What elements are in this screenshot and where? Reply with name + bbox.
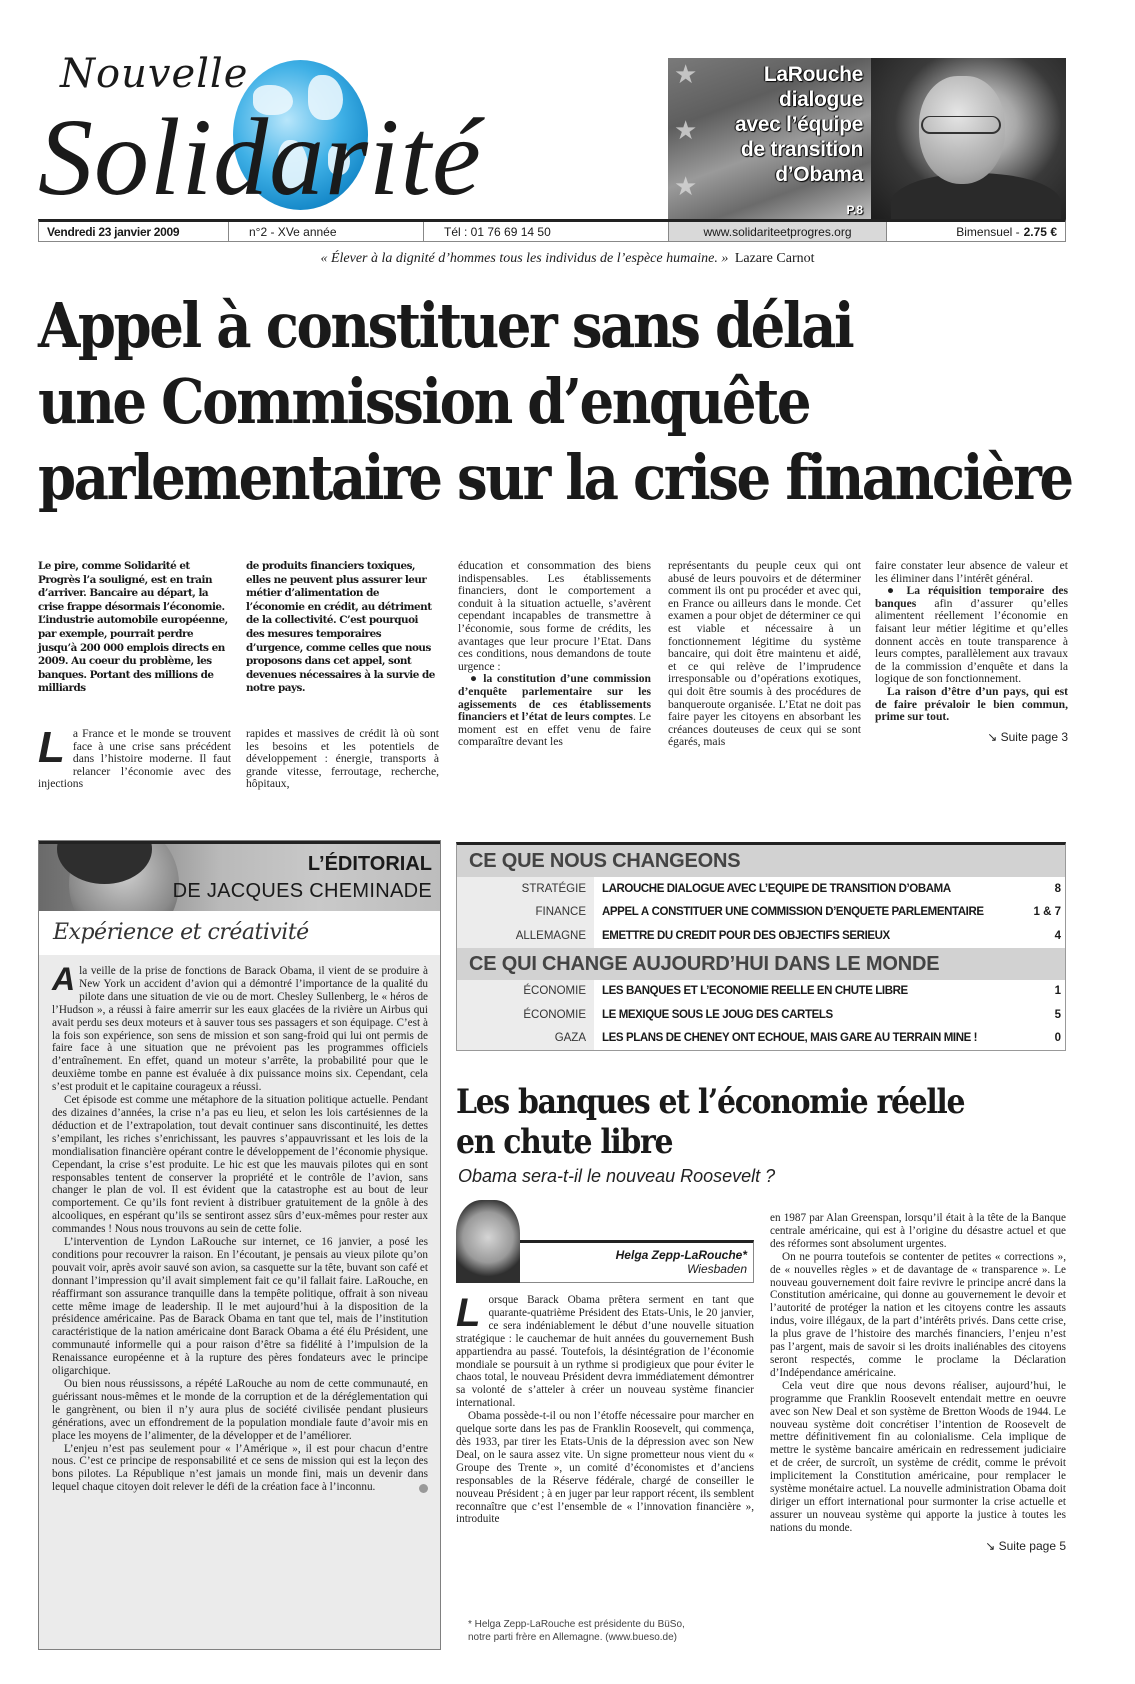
- promo-line: de transition: [740, 138, 863, 161]
- contents-page: 4: [1054, 929, 1061, 942]
- website-link[interactable]: www.solidariteetprogres.org: [669, 222, 887, 241]
- contents-page: 0: [1054, 1032, 1061, 1045]
- article2-subtitle: Obama sera-t-il le nouveau Roosevelt ?: [458, 1166, 776, 1186]
- contents-category: ÉCONOMIE: [457, 980, 594, 1004]
- body-text: . Le moment est en effet venu de faire comparaître devant les: [458, 710, 652, 749]
- promo-headline: [735, 62, 863, 187]
- body-text: afin d’assurer qu’elles alimentent réellement l’économie en faisant leur métier légitime et qu’elles donnent accès en toute transparence à leurs comptes, parallèlement aux travaux de la commission d’enquête et dans la logique de son fonctionnement.: [875, 596, 1068, 686]
- issue-number: n°2 - XVe année: [229, 222, 424, 241]
- conclusion: La raison d’être d’un pays, qui est de faire prévaloir le bien commun, prime sur tout.: [875, 684, 1068, 724]
- paragraph-text: L’enjeu n’est pas seulement pour « l’Amérique », il est pour chacun d’entre nous. C’est ce principe de responsabilité et ce sens de mission qui est la leçon des bons pilotes. La République n’est jamais un monde fini, mais un devenir dans lequel chaque citoyen doit relever le défi de la création face à l’inconnu.: [52, 1442, 428, 1494]
- body-text: rapides et massives de crédit là où sont les besoins et les potentiels de développement : énergie, transports à grande vitesse, ferroutage, recherche, hôpitaux,: [246, 727, 439, 791]
- contents-category: ALLEMAGNE: [457, 924, 594, 948]
- contents-row[interactable]: [457, 1003, 1065, 1027]
- editorial-paragraph: L’intervention de Lyndon LaRouche sur internet, ce 16 janvier, a posé les conditions pour recouvrer la raison. En l’écoutant, je pensais au vieux pilote qu’on pouvait voir, après avoir sauvé son avion, sa casquette sur la tête, buvant son café et donnant l’impression qu’il avait simplement fait ce qu’il fallait faire. LaRouche, en réaffirmant son assurance tranquille dans la tempête politique, offrait à son niveau cette même image de leadership. Il le met aujourd’hui à la disposition de la présidence américaine. Pas de Barack Obama en tant que tel, mais de l’institution caractéristique de la nation américaine dont Barack Obama a été élu Président, une communauté informelle qui a pour raison d’être sa fidélité à l’impulsion de la Renaissance européenne et à la rupture des pères fondateurs avec le principe oligarchique.: [52, 1236, 428, 1378]
- footnote-line: * Helga Zepp-LaRouche est présidente du BüSo,: [468, 1619, 685, 1630]
- flag-star-icon: ★: [674, 116, 698, 145]
- contents-row[interactable]: [457, 980, 1065, 1004]
- body-text: a France et le monde se trouvent face à une crise sans précédent dans l’histoire moderne. Il faut relancer l’économie avec des injections: [38, 727, 231, 791]
- price: [887, 222, 1065, 241]
- motto: [0, 250, 1135, 268]
- table-of-contents: [456, 842, 1066, 1051]
- contents-category: STRATÉGIE: [457, 877, 594, 901]
- end-mark-icon: [419, 1484, 428, 1493]
- headline-line: parlementaire sur la crise financière: [38, 441, 1072, 514]
- lead-col5: [875, 560, 1068, 744]
- contents-title: LES PLANS DE CHENEY ONT ÉCHOUÉ, MAIS GARE AU TERRAIN MINÉ !: [602, 1032, 978, 1045]
- article2-col2: [770, 1212, 1066, 1553]
- promo-page-ref: P.8: [846, 203, 863, 217]
- editorial-paragraph: Ou bien nous réussissons, a répété LaRouche au nom de cette communauté, en guérissant nous-mêmes et le monde de la corruption et de la déréglementation qui le gangrènent, ou bien il n’y aura plus de société civilisée pendant plusieurs générations, avec un effondrement de la population mondiale faute d’avoir mis en place les moyens de l’alimenter, de la développer et de l’améliorer.: [52, 1378, 428, 1442]
- contents-page: 8: [1054, 882, 1061, 895]
- article2-title[interactable]: [456, 1082, 1072, 1162]
- editorial-box: [38, 840, 441, 1650]
- body-text: éducation et consommation des biens indispensables. Les établissements financiers, dont le comportement a conduit à la situation actuelle, s’avèrent cependant incapables de transmettre à l’économie, sous forme de crédits, les avantages que leur procure l’Etat. Dans ces conditions, nous demandons de toute urgence :: [458, 559, 651, 673]
- contents-category: GAZA: [457, 1027, 594, 1051]
- contents-section-heading: CE QUE NOUS CHANGEONS: [457, 845, 1065, 877]
- lead-intro-col1: Le pire, comme Solidarité et Progrès l’a souligné, est en train d’arriver. Bancaire au départ, la crise frappe désormais l’économie. L’industrie automobile européenne, par exemple, pourrait perdre jusqu’à 200 000 emplois directs en 2009. Au coeur du problème, les banques. Portant des millions de milliards: [38, 560, 228, 695]
- newspaper-title-top: Nouvelle: [60, 51, 249, 97]
- promo-line: avec l’équipe: [735, 113, 863, 136]
- phone-number: Tél : 01 76 69 14 50: [424, 222, 669, 241]
- editorial-paragraph: [52, 961, 428, 1094]
- contents-category: ÉCONOMIE: [457, 1003, 594, 1027]
- editorial-title[interactable]: Expérience et créativité: [39, 911, 440, 955]
- issue-date: Vendredi 23 janvier 2009: [39, 222, 229, 241]
- dropcap: L: [38, 723, 65, 772]
- promo-line: d’Obama: [775, 163, 863, 186]
- article-paragraph: [456, 1291, 754, 1410]
- contents-page: 1 & 7: [1033, 906, 1061, 919]
- frequency-label: Bimensuel -: [956, 224, 1020, 239]
- article-paragraph: en 1987 par Alan Greenspan, lorsqu’il était à la tête de la Banque centrale américaine, qui est à l’origine du désastre actuel et que des réformes sont absolument urgentes.: [770, 1212, 1066, 1250]
- editorial-body: [39, 955, 440, 1494]
- footnote: [468, 1618, 758, 1644]
- promo-line: LaRouche: [763, 63, 863, 86]
- article-paragraph: Obama possède-t-il ou non l’étoffe nécessaire pour marcher en quelque sorte dans les pas de Franklin Roosevelt, qui commença, dès 1933, par tirer les Etats-Unis de la dépression avec son New Deal, on le saura assez vite. Un signe prometteur nous vient du « Groupe des Trente », un comité d’économistes et d’anciens responsables de la Réserve fédérale, chargé de conseiller le nouveau Président ; à en juger par leur rapport récent, ils semblent reconnaître que c’est l’ensemble de « l’innovation financière », introduite: [456, 1410, 754, 1526]
- footnote-line: notre parti frère en Allemagne. (www.bueso.de): [468, 1632, 677, 1643]
- contents-row[interactable]: [457, 1027, 1065, 1051]
- contents-row[interactable]: [457, 924, 1065, 948]
- byline: [456, 1200, 754, 1283]
- headline-line: Appel à constituer sans délai: [38, 289, 853, 362]
- flag-star-icon: ★: [674, 172, 698, 201]
- headline-line: une Commission d’enquête: [38, 365, 810, 438]
- editorial-author: DE JACQUES CHEMINADE: [172, 880, 432, 902]
- paragraph-text: la veille de la prise de fonctions de Barack Obama, il vient de se produire à New York un accident d’avion qui a démontré l’importance de la qualité du pilote dans une situation de vie ou de mort. Chesley Sullenberg, le « héros de l’Hudson », a réussi à faire amerrir sur les eaux glacées de la rivière un Airbus qui avait perdu ses deux moteurs et à sauver tous ses passagers et son équipage. C’est à la fois son expérience, son sens de mission et son sang-froid qui lui ont permis de faire face à une situation que ne prévoient pas les programmes officiels d’entraînement. En effet, quand un moteur s’arrête, la probabilité pour que le deuxième tombe en panne est évaluée à dix puissance moins six. Cependant, cela s’est produit et le capitaine courageux a réussi.: [52, 965, 428, 1094]
- price-value: 2.75 €: [1023, 224, 1057, 239]
- author-photo: [456, 1200, 520, 1283]
- promo-line: dialogue: [779, 88, 863, 111]
- article2-col1: [456, 1291, 754, 1526]
- newspaper-title-main: Solidarité: [38, 96, 482, 218]
- front-promo[interactable]: [668, 58, 1066, 221]
- lead-col1: [38, 723, 231, 791]
- photo-glasses: [921, 116, 1001, 134]
- contents-page: 1: [1054, 985, 1061, 998]
- demand-2: ● La réquisition temporaire des banques: [875, 584, 1068, 610]
- contents-title: EMETTRE DU CRÉDIT POUR DES OBJECTIFS SÉRIEUX: [602, 929, 890, 942]
- masthead: [38, 50, 658, 220]
- dropcap: L: [456, 1291, 481, 1335]
- body-text: représentants du peuple ceux qui ont abusé de leurs pouvoirs et de déterminer comment ils ont pu procéder et avec qui, en France ou ailleurs dans le monde. Cet examen a pour objet de déterminer ce qui est viable et nécessaire à un fonctionnement légitime du système bancaire, qui doit être maintenu et aidé, et ce qui relève de l’imprudence irresponsable ou d’opérations exotiques, qui doit être soumis à des procédures de banqueroute organisée. L’Etat ne doit pas faire payer les citoyens en absorbant les créances douteuses de ceux qui se sont égarés, mais: [668, 559, 861, 749]
- author-name: Helga Zepp-LaRouche*: [615, 1248, 747, 1262]
- contents-title: LES BANQUES ET L’ÉCONOMIE RÉELLE EN CHUTE LIBRE: [602, 985, 908, 998]
- contents-page: 5: [1054, 1008, 1061, 1021]
- main-headline[interactable]: [38, 288, 1072, 516]
- motto-quote: « Élever à la dignité d’hommes tous les individus de l’espèce humaine. »: [320, 251, 729, 266]
- author-location: Wiesbaden: [687, 1262, 747, 1276]
- contents-title: LE MEXIQUE SOUS LE JOUG DES CARTELS: [602, 1008, 833, 1021]
- editorial-paragraph: Cet épisode est comme une métaphore de la situation politique actuelle. Pendant des dizaines d’années, la crise n’a pas eu lieu, et selon les lois cartésiennes de la déduction et de l’extrapolation, tout devait continuer sans discontinuité, les dettes s’empilant, les riches s’enrichissant, les pauvres s’appauvrissant et les lois de la mondialisation financière opérant contre le développement de l’économie physique. Cependant, la crise s’est produite. Le hic est que les mauvais pilotes qui en sont responsables tentent de conserver la propriété et le contrôle de l’avion, sans changer le plan de vol. Il est évident que la catastrophe est au bout de leur comportement. Ce qu’ils font revient à distribuer gratuitement de la gnôle à des alcooliques, en espérant qu’ils se sentiront assez sûrs d’eux-mêmes pour rester aux commandes ! Nous nous trouvons au sein de cette folie.: [52, 1094, 428, 1236]
- contents-row[interactable]: [457, 877, 1065, 901]
- contents-section-heading: CE QUI CHANGE AUJOURD’HUI DANS LE MONDE: [457, 948, 1065, 980]
- lead-col2: [246, 728, 439, 791]
- contents-title: LAROUCHE DIALOGUE AVEC L’ÉQUIPE DE TRANSITION D’OBAMA: [602, 882, 951, 895]
- continued-link[interactable]: ↘ Suite page 5: [985, 1538, 1066, 1553]
- dropcap: A: [52, 961, 76, 997]
- lead-intro-col2: de produits financiers toxiques, elles ne peuvent plus assurer leur métier d’alimentation de l’économie en crédit, au détriment de la collectivité. C’est pourquoi des mesures temporaires d’urgence, comme celles que nous proposons dans cet appel, sont devenues nécessaires à la survie de notre pays.: [246, 560, 435, 695]
- title-line: en chute libre: [456, 1122, 673, 1162]
- lead-col4: [668, 560, 861, 749]
- editorial-header: [39, 841, 440, 911]
- title-line: Les banques et l’économie réelle: [456, 1082, 965, 1122]
- paragraph-text: orsque Barack Obama prêtera serment en tant que quarante-quatrième Président des Etats-Unis, le 20 janvier, ce sera indéniablement le début d’une nouvelle situation stratégique : le cauchemar de huit années du gouvernement Bush appartiendra au passé. Toutefois, la désintégration de l’économie mondiale se poursuit à un rythme si prodigieux que pour éviter le chaos total, le nouveau Président devra immédiatement démontrer sa volonté de s’atteler à créer un nouveau système financier international.: [456, 1294, 754, 1410]
- article-paragraph: Cela veut dire que nous devons réaliser, aujourd’hui, le programme que Franklin Roosevelt entendait mettre en oeuvre avec son New Deal et son système de Bretton Woods de 1944. Le nouveau système doit concrétiser l’intention de Roosevelt de mettre définitivement fin au colonialisme. Cela implique de mettre le système bancaire américain en redressement judiciaire et de créer, de surcroît, un système de crédit, comme le prévoit implicitement la Constitution américaine, pour remplacer le système monétaire actuel. La nouvelle administration Obama doit diriger un effort international pour surmonter la crise actuelle et assurer un nouveau système qui apporte la justice à toutes les nations du monde.: [770, 1379, 1066, 1534]
- lead-body: [38, 560, 1068, 810]
- us-flag-image: [668, 58, 871, 221]
- contents-category: FINANCE: [457, 901, 594, 925]
- larouche-photo: [871, 58, 1066, 221]
- editorial-paragraph: [52, 1443, 428, 1495]
- demand-1: ● la constitution d’une commission d’enquête parlementaire sur les agissements de ces établissements financiers et l’état de leurs comptes: [458, 672, 651, 724]
- lead-article: [38, 560, 1068, 810]
- body-text: faire constater leur absence de valeur et les éliminer dans l’intérêt général.: [875, 559, 1068, 585]
- continued-link[interactable]: ↘ Suite page 3: [987, 729, 1068, 744]
- article-paragraph: On ne pourra toutefois se contenter de petites « corrections », de « nouvelles règles » et de davantage de « transparence ». Le nouveau gouvernement doit faire revivre le principe ancré dans la Constitution américaine, qui donne au gouvernement le devoir et l’autorité de protéger la nation et les citoyens contre les assauts indus, voire illégaux, de la part d’intérêts privés. Dans cette crise, la plus grave de l’histoire des marchés financiers, l’enjeu n’est pas l’argent, mais de savoir si les droits inaliénables des citoyens seront respectés, comme le proclame la Déclaration d’Indépendance américaine.: [770, 1250, 1066, 1379]
- lead-col3: [458, 560, 651, 749]
- flag-star-icon: ★: [674, 60, 698, 89]
- editorial-label: L’ÉDITORIAL: [307, 853, 432, 875]
- motto-author: Lazare Carnot: [734, 251, 815, 266]
- byline-box: [520, 1240, 754, 1283]
- contents-title: APPEL À CONSTITUER UNE COMMISSION D’ENQUÊTE PARLEMENTAIRE: [602, 906, 984, 919]
- contents-row[interactable]: [457, 901, 1065, 925]
- info-bar: [38, 219, 1066, 242]
